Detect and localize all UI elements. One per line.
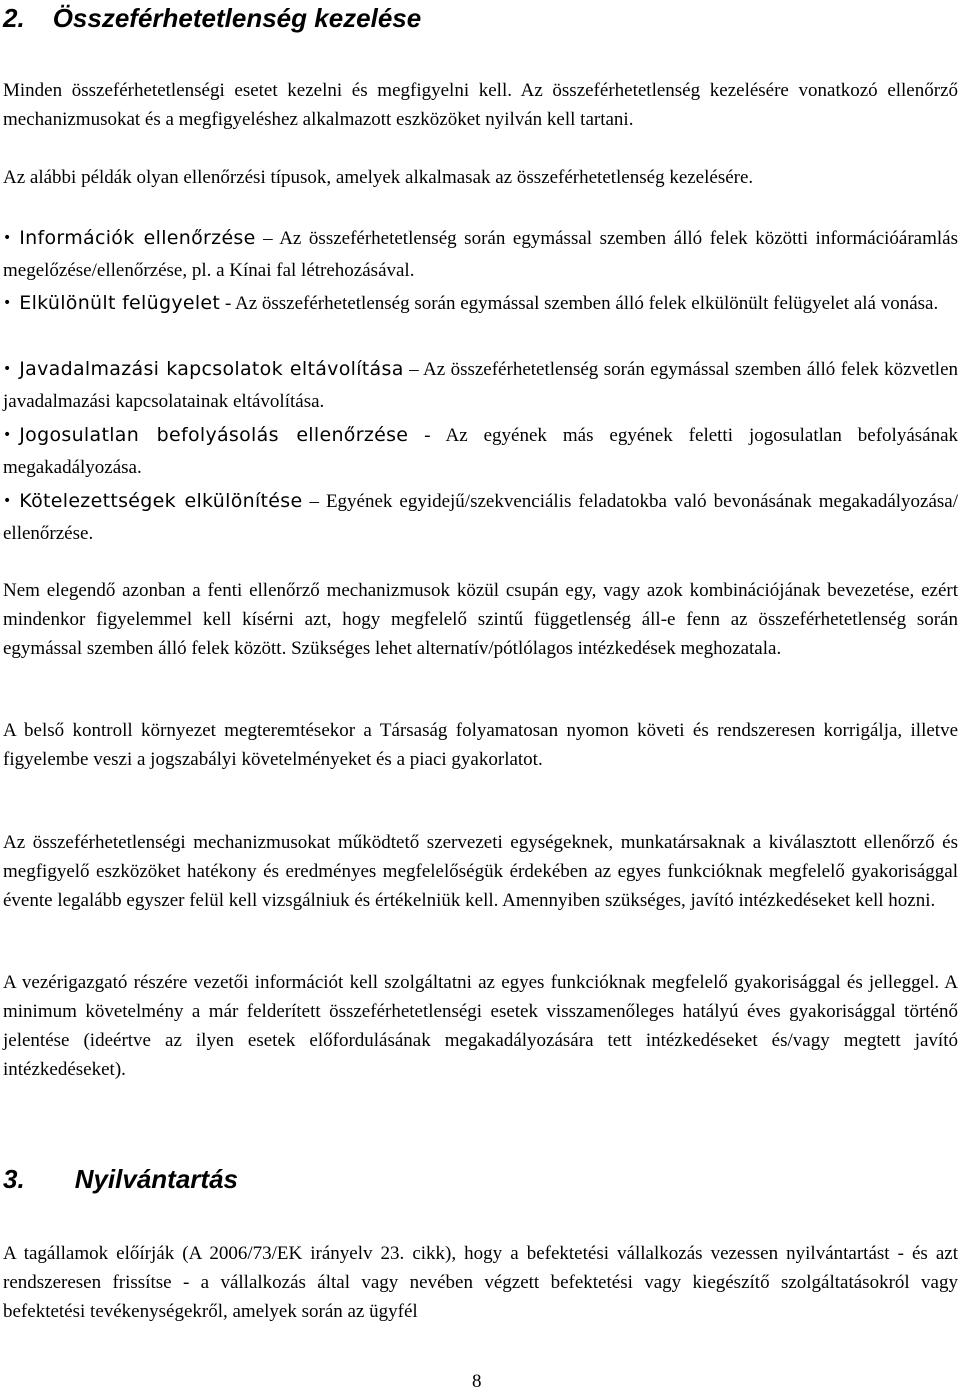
bullet-icon: • <box>3 493 12 509</box>
bullet-information-control <box>3 222 958 287</box>
bullet-icon: • <box>3 230 12 246</box>
bullet-icon: • <box>3 427 12 443</box>
bullet-text: Az összeférhetetlenség során egymással szemben álló felek elkülönült felügyelet alá vonása. <box>234 293 939 314</box>
section-2-paragraph-3: Az összeférhetetlenségi mechanizmusokat működtető szervezeti egységeknek, munkatársaknak a kiválasztott ellenőrző és megfigyelő eszközöket hatékony és eredményes megfelelőségük érdekében az egyes funkcióknak megfelelő gyakorisággal évente legalább egyszer felül kell vizsgálniuk és értékelniük kell. Amennyiben szükséges, javító intézkedéseket kell hozni. <box>3 832 958 911</box>
section-2-examples-intro: Az alábbi példák olyan ellenőrzési típusok, amelyek alkalmasak az összeférhetetlenség kezelésére. <box>3 167 754 188</box>
bullet-text: Egyének egyidejű/szekvenciális feladatokba való bevonásának megakadályozása/ ellenőrzése. <box>3 491 959 544</box>
section-2-paragraph-2: A belső kontroll környezet megteremtésekor a Társaság folyamatosan nyomon követi és rendszeresen korrigálja, illetve figyelembe veszi a jogszabályi követelményeket és a piaci gyakorlatot. <box>3 720 958 770</box>
bullet-term: Javadalmazási kapcsolatok eltávolítása <box>19 358 404 380</box>
section-2-intro: Minden összeférhetetlenségi esetet kezelni és megfigyelni kell. Az összeférhetetlenség kezelésére vonatkozó ellenőrző mechanizmusokat és a megfigyeléshez alkalmazott eszközöket nyilván kell tartani. <box>3 80 958 130</box>
bullet-undue-influence <box>3 419 958 484</box>
bullet-separator: – <box>403 359 423 380</box>
page-number: 8 <box>472 1371 482 1392</box>
bullet-text: Az összeférhetetlenség során egymással szemben álló felek közötti információáramlás megelőzése/ellenőrzése, pl. a Kínai fal létrehozásával. <box>3 228 958 281</box>
bullet-separate-supervision <box>3 287 958 320</box>
section-3-number: 3. <box>3 1164 25 1194</box>
bullet-term: Elkülönült felügyelet <box>19 292 221 314</box>
bullet-icon: • <box>3 295 12 311</box>
section-2-heading <box>3 5 421 31</box>
bullet-term: Jogosulatlan befolyásolás ellenőrzése <box>19 424 409 446</box>
bullet-text: Az egyének más egyének feletti jogosulatlan befolyásának megakadályozása. <box>3 425 959 478</box>
section-2-paragraph-4: A vezérigazgató részére vezetői információt kell szolgáltatni az egyes funkcióknak megfelelő gyakorisággal és jelleggel. A minimum követelmény a már felderített összeférhetetlenségi esetek visszamenőleges hatályú éves gyakorisággal történő jelentése (ideértve az ilyen esetek előfordulásának megakadályozására tett intézkedéseket és/vagy megtett javító intézkedéseket). <box>3 972 958 1080</box>
section-2-paragraph-1: Nem elegendő azonban a fenti ellenőrző mechanizmusok közül csupán egy, vagy azok kombinációjának bevezetése, ezért mindenkor figyelemmel kell kísérni azt, hogy megfelelő szintű függetlenség áll-e fenn az összeférhetetlenség során egymással szemben álló felek között. Szükséges lehet alternatív/pótlólagos intézkedések meghozatala. <box>3 580 958 659</box>
bullet-text: Az összeférhetetlenség során egymással szemben álló felek közvetlen javadalmazási kapcsolatainak eltávolítása. <box>3 359 958 412</box>
bullet-remuneration-links <box>3 353 958 418</box>
bullet-term: Kötelezettségek elkülönítése <box>19 490 303 512</box>
section-2-title: Összeférhetetlenség kezelése <box>52 3 422 33</box>
section-3-title: Nyilvántartás <box>74 1164 238 1194</box>
bullet-icon: • <box>3 361 12 377</box>
bullet-separator: - <box>220 293 235 314</box>
bullet-term: Információk ellenőrzése <box>19 227 256 249</box>
section-3-paragraph-1: A tagállamok előírják (A 2006/73/EK irányelv 23. cikk), hogy a befektetési vállalkozás vezessen nyilvántartást - és azt rendszeresen frissítse - a vállalkozás által vagy nevében végzett befektetési vagy kiegészítő szolgáltatásokról vagy befektetési tevékenységekről, amelyek során az ügyfél <box>3 1243 958 1322</box>
bullet-segregation-of-duties <box>3 485 958 550</box>
bullet-separator: - <box>408 425 446 446</box>
section-3-heading <box>3 1166 238 1192</box>
bullet-separator: – <box>302 491 326 512</box>
section-2-number: 2. <box>3 3 25 33</box>
bullet-separator: – <box>255 228 280 249</box>
